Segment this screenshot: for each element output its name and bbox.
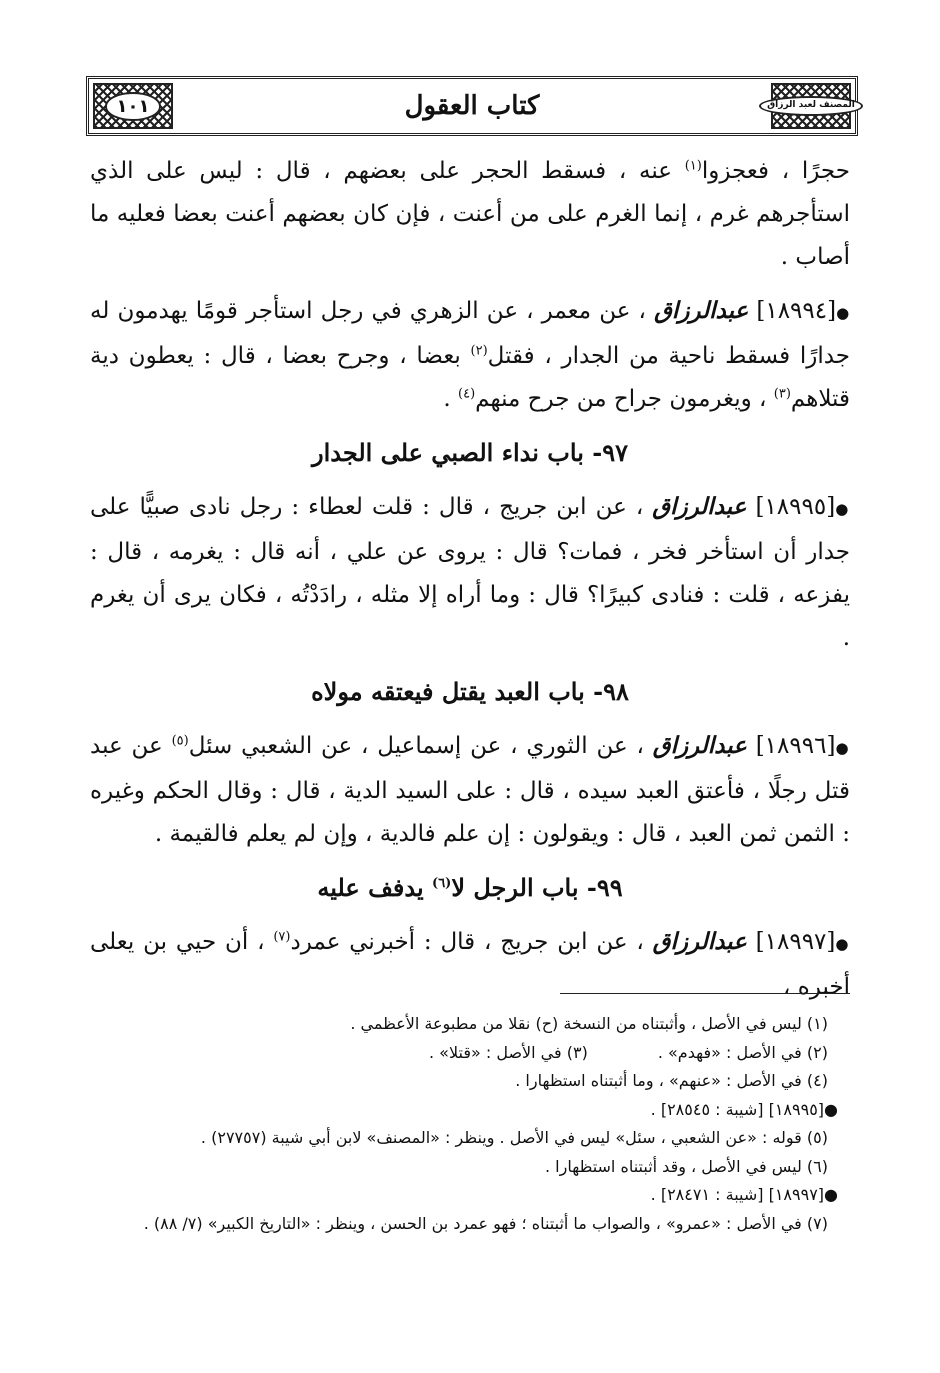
footnotes — [90, 1010, 850, 1238]
hadith-entry: ●[١٨٩٩٧] عبدالرزاق ، عن ابن جريج ، قال : أخبرني عمرد$^{(٧)}$ ، أن حيي بن يعلى أخبره ، — [90, 928, 851, 1000]
chapter-heading: ٩٨- باب العبد يقتل فيعتقه مولاه — [311, 677, 629, 706]
bullet-icon: ● — [835, 935, 851, 953]
footnote: (١) ليس في الأصل ، وأثبتناه من النسخة (ح) نقلا من مطبوعة الأعظمي . — [350, 1014, 828, 1033]
footnote: (٥) قوله : «عن الشعبي ، سئل» ليس في الأصل . وينظر : «المصنف» لابن أبي شيبة (٢٧٧٥٧) . — [200, 1128, 828, 1147]
entry-number: [١٨٩٩٧] — [755, 929, 836, 955]
source-reference: ●[١٨٩٩٧] [شيبة : ٢٨٤٧١] . — [650, 1185, 838, 1204]
narrator-name: عبدالرزاق — [652, 732, 747, 759]
footnote: (٢) في الأصل : «فهدم» . — [657, 1042, 828, 1062]
footnote: (٣) في الأصل : «قتلا» . — [428, 1042, 588, 1062]
footnote-ref: (٥) — [171, 733, 189, 749]
chapter-heading: ٩٧- باب نداء الصبي على الجدار — [312, 438, 628, 467]
footnote-divider — [560, 993, 850, 994]
footnote-ref: (٣) — [773, 386, 791, 402]
hadith-entry: ●[١٨٩٩٤] عبدالرزاق ، عن معمر ، عن الزهري في رجل استأجر قومًا يهدمون له جدارًا فسقط ناحية من الجدار ، فقتل$^{(٢)}$ بعضا ، وجرح بعضا ، قال : يعطون دية قتلاهم$^{(٣)}$ ، ويغرمون جراح من جرح منهم$^{(٤)}$ . — [90, 297, 851, 412]
narrator-name: عبدالرزاق — [654, 297, 749, 324]
footnote-ref: (١) — [684, 158, 702, 174]
book-logo — [767, 83, 855, 129]
bullet-icon: ● — [836, 304, 850, 322]
footnote-ref: (٤) — [458, 386, 476, 402]
main-text — [90, 150, 850, 1019]
book-logo-text: المصنف لعبد الرزاق — [759, 96, 863, 116]
footnote-row — [90, 1039, 850, 1068]
footnote: (٧) في الأصل : «عمرو» ، والصواب ما أثبتناه ؛ فهو عمرد بن الحسن ، وينظر : «التاريخ الكبير» (٧/ ٨٨) . — [143, 1213, 828, 1233]
narrator-name: عبدالرزاق — [652, 928, 747, 955]
entry-number: [١٨٩٩٦] — [755, 733, 836, 759]
running-title: كتاب العقول — [404, 91, 540, 121]
page-number-ornament — [93, 83, 173, 129]
footnote: (٤) في الأصل : «عنهم» ، وما أثبتناه استظهارا . — [515, 1071, 828, 1090]
page-number: ١٠١ — [105, 92, 162, 121]
hadith-entry: ●[١٨٩٩٥] عبدالرزاق ، عن ابن جريج ، قال : قلت لعطاء : رجل نادى صبيًّا على جدار أن استأخر فخر ، فمات؟ قال : يروى عن علي ، أنه قال : يغرمه ، قال : يفزعه ، قلت : فنادى كبيرًا؟ قال : وما أراه إلا مثله ، رادَدْتُه ، فكان يرى أن يغرم . — [90, 493, 850, 651]
footnote-ref: (٦) — [432, 876, 452, 891]
page-header — [86, 76, 858, 136]
footnote-ref: (٢) — [470, 343, 488, 359]
bullet-icon: ● — [835, 500, 850, 518]
narrator-name: عبدالرزاق — [652, 493, 747, 520]
bullet-icon: ● — [835, 739, 851, 757]
continuation-paragraph: حجرًا ، فعجزوا$^{(١)}$ عنه ، فسقط الحجر على بعضهم ، قال : ليس على الذي استأجرهم غرم ، إنما الغرم على من أعنت ، فإن كان بعضهم أعنت بعضا فعليه ما أصاب . — [90, 158, 850, 270]
footnote: (٦) ليس في الأصل ، وقد أثبتناه استظهارا . — [544, 1156, 828, 1176]
hadith-entry: ●[١٨٩٩٦] عبدالرزاق ، عن الثوري ، عن إسماعيل ، عن الشعبي سئل$^{(٥)}$ عن عبد قتل رجلًا ، فأعتق العبد سيده ، قال : على السيد الدية ، قال : وقال الحكم وغيره : الثمن ثمن العبد ، قال : ويقولون : إن علم فالدية ، وإن لم يعلم فالقيمة . — [90, 732, 851, 847]
source-reference: ●[١٨٩٩٥] [شيبة : ٢٨٥٤٥] . — [650, 1099, 838, 1119]
entry-number: [١٨٩٩٤] — [756, 298, 837, 324]
footnote-ref: (٧) — [273, 929, 291, 945]
entry-number: [١٨٩٩٥] — [755, 494, 836, 520]
chapter-heading: ٩٩- باب الرجل لا$^{(٦)}$ يدفف عليه — [317, 873, 623, 902]
